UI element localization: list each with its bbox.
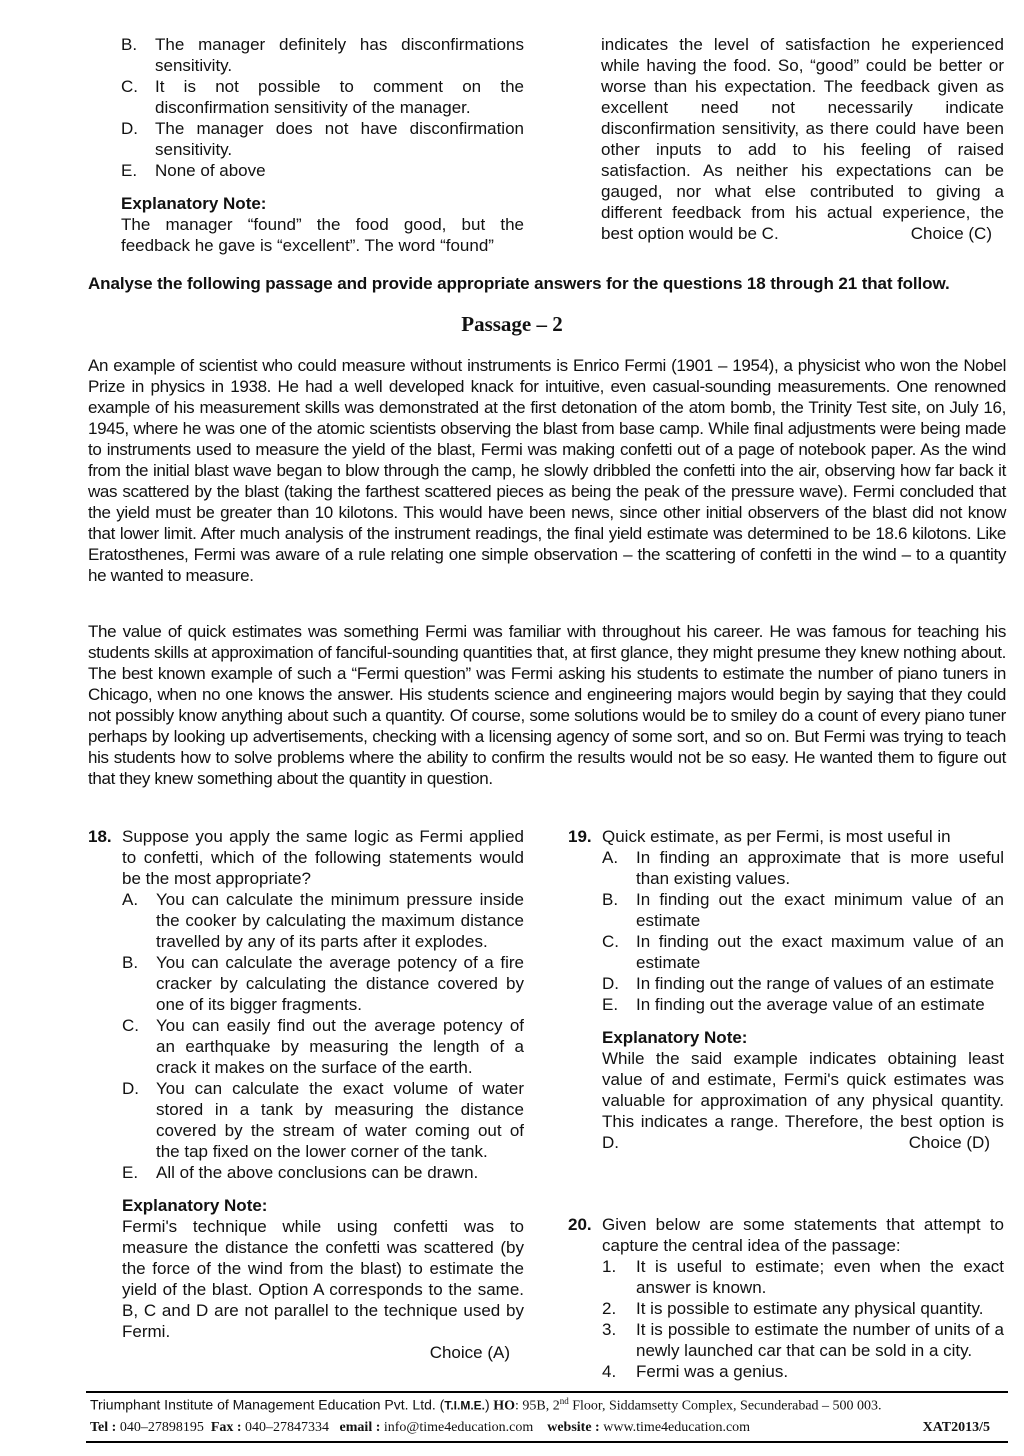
explanatory-note-text: indicates the level of satisfaction he experienced while having the food. So, “good” could be better or worse than his expectation. The feedback given as excellent need not necessarily indicate disconfirmation sensitivity, as there could have been other inputs to add to his feeling of raised satisfaction. As neither his expectations can be gauged, nor what else contributed to giving a different feedback from his actual experience, the best option would be C. bbox=[601, 35, 1004, 243]
footer-ho-sup: nd bbox=[559, 1396, 569, 1406]
options-list bbox=[88, 889, 524, 1183]
question-text: Quick estimate, as per Fermi, is most useful in bbox=[602, 827, 951, 846]
question-stem bbox=[568, 1214, 1004, 1256]
statement-text: It is possible to estimate the number of units of a newly launched car that can be sold in a city. bbox=[636, 1320, 1004, 1360]
question-stem bbox=[88, 826, 524, 889]
option-label: E. bbox=[121, 161, 138, 180]
option-text: None of above bbox=[155, 161, 266, 180]
option-a bbox=[122, 889, 524, 952]
statement-text: It is possible to estimate any physical quantity. bbox=[636, 1299, 984, 1318]
option-c bbox=[122, 1015, 524, 1078]
option-label: B. bbox=[121, 35, 138, 54]
answer-choice: Choice (C) bbox=[910, 224, 992, 243]
option-b bbox=[602, 889, 1004, 931]
option-text: In finding out the exact minimum value of an estimate bbox=[636, 890, 1004, 930]
option-text: You can calculate the exact volume of water stored in a tank by measuring the distance covered by the stream of water coming out of the tap fixed on the lower corner of the tank. bbox=[156, 1079, 524, 1161]
statement-label: 1. bbox=[602, 1257, 617, 1276]
option-label: D. bbox=[122, 1079, 139, 1098]
footer-website[interactable]: www.time4education.com bbox=[603, 1420, 751, 1435]
option-text: You can easily find out the average potency of an earthquake by measuring the length of a crack it makes on the surface of the earth. bbox=[156, 1016, 524, 1077]
statement-3 bbox=[602, 1319, 1004, 1361]
passage-title: Passage – 2 bbox=[461, 312, 563, 336]
option-e bbox=[122, 1162, 524, 1183]
option-label: C. bbox=[121, 77, 138, 96]
question-19 bbox=[568, 826, 1004, 1153]
footer-ho-address-pre: : 95B, 2 bbox=[514, 1398, 560, 1414]
option-text: All of the above conclusions can be drawn. bbox=[156, 1163, 479, 1182]
option-e bbox=[602, 994, 1004, 1015]
option-a bbox=[602, 847, 1004, 889]
option-text: The manager definitely has disconfirmations sensitivity. bbox=[155, 35, 524, 75]
option-d bbox=[122, 1078, 524, 1162]
option-label: A. bbox=[122, 890, 139, 909]
option-label: E. bbox=[602, 995, 619, 1014]
option-b bbox=[122, 952, 524, 1015]
explanatory-note-continuation bbox=[601, 34, 1004, 244]
footer-bottom-rule bbox=[86, 1441, 1008, 1443]
prev-option-d bbox=[121, 118, 524, 160]
option-label: A. bbox=[602, 848, 619, 867]
explanatory-note-body bbox=[602, 1048, 1004, 1153]
option-label: C. bbox=[122, 1016, 139, 1035]
footer-email[interactable]: info@time4education.com bbox=[383, 1420, 534, 1435]
prev-option-e bbox=[121, 160, 524, 181]
question-number: 20. bbox=[568, 1215, 592, 1234]
option-label: D. bbox=[121, 119, 138, 138]
option-text: You can calculate the average potency of a fire cracker by calculating the distance covered by one of its bigger fragments. bbox=[156, 953, 524, 1014]
question-text: Suppose you apply the same logic as Fermi applied to confetti, which of the following statements would be the most appropriate? bbox=[122, 827, 524, 888]
explanatory-note-text: The manager “found” the food good, but the feedback he gave is “excellent”. The word “found” bbox=[121, 215, 524, 255]
option-text: In finding an approximate that is more useful than existing values. bbox=[636, 848, 1004, 888]
option-text: It is not possible to comment on the disconfirmation sensitivity of the manager. bbox=[155, 77, 524, 117]
footer-tel-label: Tel : bbox=[90, 1420, 117, 1435]
statement-label: 2. bbox=[602, 1299, 617, 1318]
answer-choice: Choice (D) bbox=[908, 1133, 990, 1152]
footer-ho-label: HO bbox=[493, 1398, 515, 1414]
option-text: In finding out the exact maximum value of an estimate bbox=[636, 932, 1004, 972]
footer-company-abbr: T.I.M.E. bbox=[444, 1398, 486, 1413]
footer-email-label: email : bbox=[339, 1420, 381, 1435]
footer-fax-label: Fax : bbox=[210, 1420, 242, 1435]
option-text: The manager does not have disconfirmation sensitivity. bbox=[155, 119, 524, 159]
statement-text: Fermi was a genius. bbox=[636, 1362, 789, 1381]
option-c bbox=[602, 931, 1004, 973]
footer-company-name: Triumphant Institute of Management Education Pvt. Ltd. ( bbox=[90, 1396, 445, 1413]
option-text: In finding out the range of values of an estimate bbox=[636, 974, 995, 993]
passage-paragraph-1: An example of scientist who could measure without instruments is Enrico Fermi (1901 – 1954), a physicist who won the Nobel Prize in physics in 1938. He had a well developed knack for intuitive, even casual-sounding measurements. One renowned example of his measurement skills was demonstrated at the first detonation of the atom bomb, the Trinity Test site, on July 16, 1945, where he was one of the atomic scientists observing the blast from base camp. While final adjustments were being made to instruments used to measure the yield of the blast, Fermi was making confetti out of a page of notebook paper. As the wind from the initial blast wave began to blow through the camp, he slowly dribbled the confetti into the air, observing how far back it was scattered by the blast (taking the farthest scattered pieces as being the peak of the pressure wave). Fermi concluded that the yield must be greater than 10 kilotons. This would have been news, since other initial observers of the blast did not know that lower limit. After much analysis of the instrument readings, the final yield estimate was determined to be 18.6 kilotons. Like Eratosthenes, Fermi was aware of a rule relating one simple observation – the scattering of confetti in the wind – to a quantity he wanted to measure. bbox=[88, 356, 1006, 585]
footer-tel: 040–27898195 bbox=[119, 1420, 204, 1435]
option-text: You can calculate the minimum pressure inside the cooker by calculating the maximum distance travelled by any of its parts after it explodes. bbox=[156, 890, 524, 951]
footer-company-close: ) bbox=[485, 1396, 490, 1413]
explanatory-note bbox=[568, 1027, 1004, 1153]
statement-label: 3. bbox=[602, 1320, 617, 1339]
prev-option-c bbox=[121, 76, 524, 118]
footer-fax: 040–27847334 bbox=[245, 1420, 330, 1435]
option-label: C. bbox=[602, 932, 619, 951]
statement-label: 4. bbox=[602, 1362, 617, 1381]
footer-contact-row bbox=[90, 1420, 1004, 1436]
explanatory-note-text: While the said example indicates obtaining least value of and estimate, Fermi's quick estimates was valuable for approximation of any physical quantity. This indicates a range. Therefore, the best option is D. bbox=[602, 1049, 1004, 1152]
footer-ho-address-post: Floor, Siddamsetty Complex, Secunderabad – 500 003. bbox=[568, 1398, 882, 1414]
explanatory-note-title: Explanatory Note: bbox=[122, 1196, 268, 1215]
question-number: 19. bbox=[568, 827, 592, 846]
options-list bbox=[568, 847, 1004, 1015]
page-code: XAT2013/5 bbox=[922, 1420, 990, 1435]
question-stem bbox=[568, 826, 1004, 847]
question-number: 18. bbox=[88, 827, 112, 846]
answer-choice: Choice (A) bbox=[429, 1343, 510, 1362]
statement-1 bbox=[602, 1256, 1004, 1298]
statement-text: It is useful to estimate; even when the exact answer is known. bbox=[636, 1257, 1004, 1297]
option-label: B. bbox=[602, 890, 619, 909]
footer-website-label: website : bbox=[547, 1420, 600, 1435]
footer-top-rule bbox=[86, 1391, 1008, 1393]
option-label: E. bbox=[122, 1163, 139, 1182]
prev-option-b bbox=[121, 34, 524, 76]
option-label: B. bbox=[122, 953, 139, 972]
footer-company-row bbox=[90, 1396, 1004, 1415]
explanatory-note bbox=[88, 1195, 524, 1363]
statement-4 bbox=[602, 1361, 1004, 1382]
question-20 bbox=[568, 1214, 1004, 1382]
prev-question-left-column bbox=[121, 34, 524, 256]
question-18 bbox=[88, 826, 524, 1363]
explanatory-note-title: Explanatory Note: bbox=[602, 1028, 748, 1047]
prev-question-right-column bbox=[601, 34, 1004, 244]
explanatory-note-text: Fermi's technique while using confetti was to measure the distance the confetti was scattered (by the force of the wind from the blast) to estimate the yield of the blast. Option A corresponds to the same. B, C and D are not parallel to the technique used by Fermi. bbox=[122, 1217, 524, 1341]
option-text: In finding out the average value of an estimate bbox=[636, 995, 985, 1014]
option-d bbox=[602, 973, 1004, 994]
question-text: Given below are some statements that attempt to capture the central idea of the passage: bbox=[602, 1215, 1004, 1255]
statements-list bbox=[568, 1256, 1004, 1382]
section-instruction: Analyse the following passage and provide appropriate answers for the questions 18 through 21 that follow. bbox=[88, 274, 950, 293]
option-label: D. bbox=[602, 974, 619, 993]
explanatory-note-title: Explanatory Note: bbox=[121, 194, 267, 213]
passage-paragraph-2: The value of quick estimates was something Fermi was familiar with throughout his career. He was famous for teaching his students skills at approximation of fanciful-sounding quantities that, at first glance, they might presume they knew nothing about. The best known example of such a “Fermi question” was Fermi asking his students to estimate the number of piano tuners in Chicago, when no one knows the answer. His students science and engineering majors would begin by saying that they could not possibly know anything about such a quantity. Of course, some solutions would be to smiley do a count of every piano tuner perhaps by looking up advertisements, checking with a licensing agency of some sort, and so on. But Fermi was trying to teach his students how to solve problems where the ability to confirm the results would not be so easy. He wanted them to figure out that they knew something about the quantity in question. bbox=[88, 622, 1006, 788]
statement-2 bbox=[602, 1298, 1004, 1319]
